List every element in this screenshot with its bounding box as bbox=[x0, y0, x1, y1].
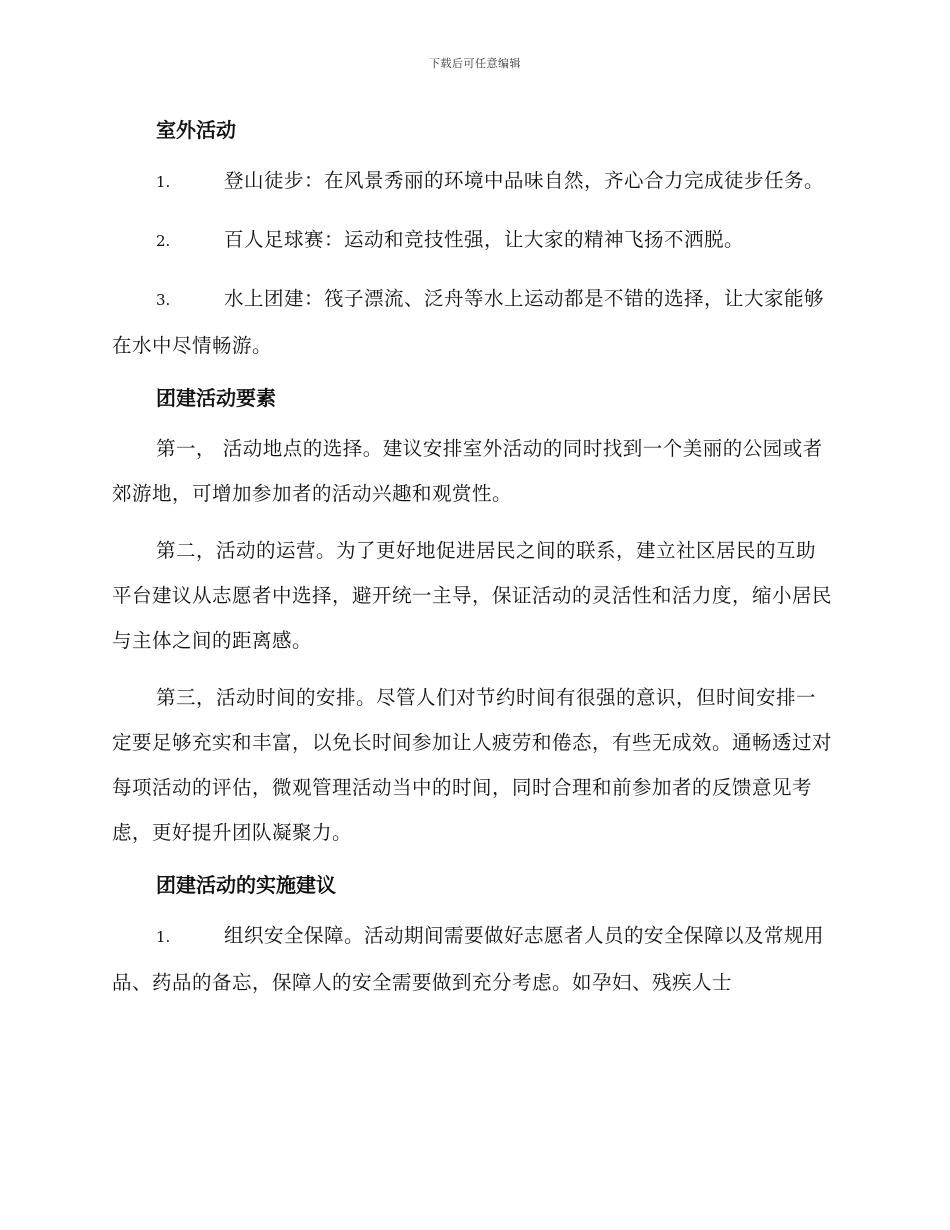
header-note: 下载后可任意编辑 bbox=[429, 57, 521, 70]
body-paragraph: 第一， 活动地点的选择。建议安排室外活动的同时找到一个美丽的公园或者郊游地，可增加参加者的活动兴趣和观赏性。 bbox=[112, 437, 823, 505]
list-item-text: 水上团建：筏子漂流、泛舟等水上运动都是不错的选择，让大家能够在水中尽情畅游。 bbox=[112, 287, 825, 357]
section-heading-outdoor: 室外活动 bbox=[156, 118, 236, 142]
list-item-text: 百人足球赛：运动和竞技性强，让大家的精神飞扬不洒脱。 bbox=[224, 228, 745, 251]
list-item bbox=[112, 913, 832, 1005]
list-number: 1. bbox=[156, 173, 171, 191]
body-paragraph: 第二，活动的运营。为了更好地促进居民之间的联系，建立社区居民的互助平台建议从志愿者中选择，避开统一主导，保证活动的灵活性和活力度，缩小居民与主体之间的距离感。 bbox=[112, 539, 833, 652]
list-number: 1. bbox=[156, 928, 171, 946]
document-body bbox=[112, 112, 832, 1005]
body-paragraph: 第三，活动时间的安排。尽管人们对节约时间有很强的意识，但时间安排一定要足够充实和丰富，以免长时间参加让人疲劳和倦态，有些无成效。通畅透过对每项活动的评估，微观管理活动当中的时间，同时合理和前参加者的反馈意见考虑，更好提升团队凝聚力。 bbox=[112, 686, 833, 844]
section-heading-suggestions: 团建活动的实施建议 bbox=[156, 873, 336, 897]
list-item bbox=[112, 217, 832, 264]
list-number: 2. bbox=[156, 232, 171, 250]
list-item-text: 组织安全保障。活动期间需要做好志愿者人员的安全保障以及常规用品、药品的备忘，保障人的安全需要做到充分考虑。如孕妇、残疾人士 bbox=[112, 924, 825, 994]
list-item bbox=[112, 158, 832, 205]
list-item bbox=[112, 276, 832, 368]
section-heading-elements: 团建活动要素 bbox=[156, 386, 276, 410]
list-number: 3. bbox=[156, 291, 171, 309]
list-item-text: 登山徒步：在风景秀丽的环境中品味自然，齐心合力完成徒步任务。 bbox=[224, 169, 825, 192]
